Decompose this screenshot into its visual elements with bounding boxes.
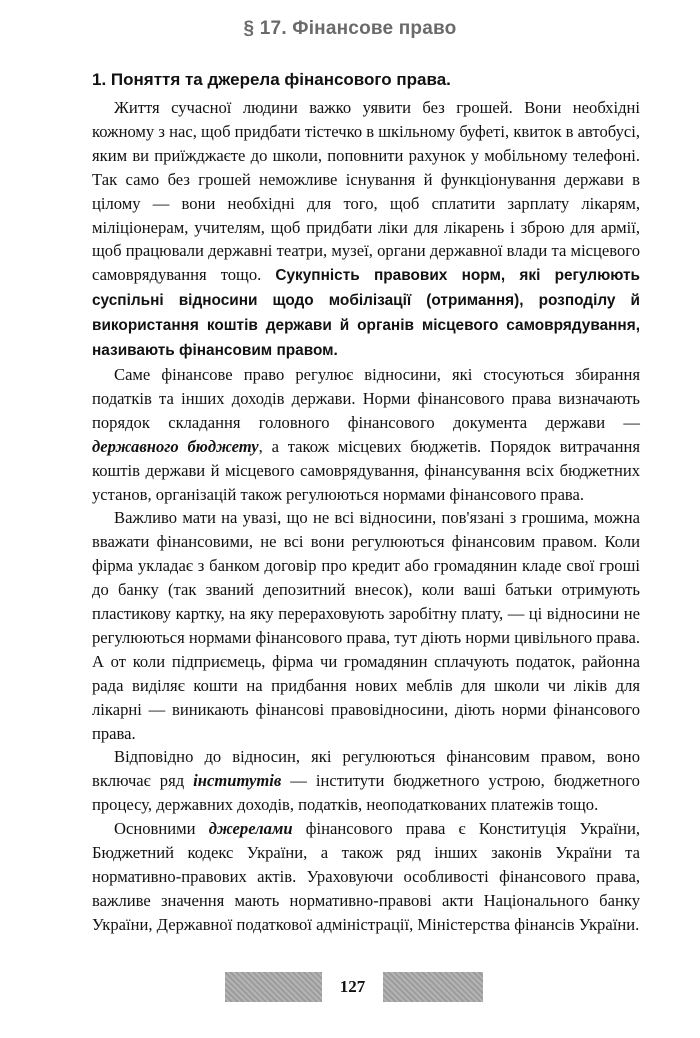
paragraph-2-after: , а також місцевих бюджетів. Порядок витрачання коштів держави й місцевого самоврядування, фінансування всіх бюджетних установ, організацій також регулюються нормами фінансового права. — [92, 436, 640, 504]
page-number: 127 — [339, 977, 366, 996]
paragraph-5 — [92, 817, 640, 937]
footer-bar-right — [383, 972, 483, 1002]
paragraph-5-after: фінансового права є Конституція України, Бюджетний кодекс України, а також ряд інших законів України та нормативно-правових актів. Ураховуючи особливості фінансового права, важливе значення мають нормативно-правові акти Національного банку України, Державної податкової адміністрації, Міністерства фінансів України. — [92, 819, 640, 934]
paragraph-2 — [92, 363, 640, 506]
paragraph-1 — [92, 96, 640, 363]
paragraph-2-before: Саме фінансове право регулює відносини, які стосуються збирання податків та інших доходів держави. Норми фінансового права визначають порядок складання головного фінансового документа держави — — [92, 364, 640, 432]
term-institutes: інститутів — [193, 771, 282, 791]
footer-bar-left — [225, 972, 322, 1002]
term-state-budget: державного бюджету — [92, 436, 259, 456]
paragraph-4-before: Відповідно до відносин, які регулюються фінансовим правом, воно включає ряд — [92, 747, 640, 791]
paragraph-4 — [92, 745, 640, 817]
section-title: § 17. Фінансове право — [243, 18, 457, 39]
paragraph-3-text: Важливо мати на увазі, що не всі відносини, пов'язані з грошима, можна вважати фінансовими, не всі вони регулюються фінансовим правом. Коли фірма укладає з банком договір про кредит або громадянин кладе свої гроші до банку (так званий депозитний внесок), коли ваші батьки отримують пластикову картку, на яку перераховують заробітну плату, — ці відносини не регулюються нормами фінансового права, тут діють норми цивільного права. А от коли підприємець, фірма чи громадянин сплачують податок, районна рада виділяє кошти на придбання нових меблів для школи чи ліків для лікарні — виникають фінансові правовідносини, діють норми фінансового права. — [92, 508, 640, 743]
page-footer — [0, 970, 700, 1006]
paragraph-1-text: Життя сучасної людини важко уявити без грошей. Вони необхідні кожному з нас, щоб придбати тістечко в шкільному буфеті, квиток в автобусі, яким ви приїжджаєте до школи, поповнити рахунок у мобільному телефоні. Так само без грошей неможливе існування й функціонування держави в цілому — вони необхідні для того, щоб сплатити зарплату лікарям, міліціонерам, учителям, щоб придбати ліки для лікарень і зброю для армії, щоб працювали державні театри, музеї, органи державної влади та місцевого самоврядування тощо. — [92, 98, 640, 285]
subsection-heading: 1. Поняття та джерела фінансового права. — [92, 70, 451, 89]
body-text — [92, 96, 640, 937]
financial-law-definition: Сукупність правових норм, які регулюють суспільні відносини щодо мобілізації (отримання), розподілу й використання коштів держави й органів місцевого самоврядування, називають фінансовим правом. — [92, 267, 640, 360]
paragraph-3 — [92, 506, 640, 745]
paragraph-4-after: — інститути бюджетного устрою, бюджетного процесу, державних доходів, податків, неоподаткованих платежів тощо. — [92, 771, 640, 815]
paragraph-5-before: Основними — [114, 819, 209, 839]
term-sources: джерелами — [208, 819, 293, 839]
